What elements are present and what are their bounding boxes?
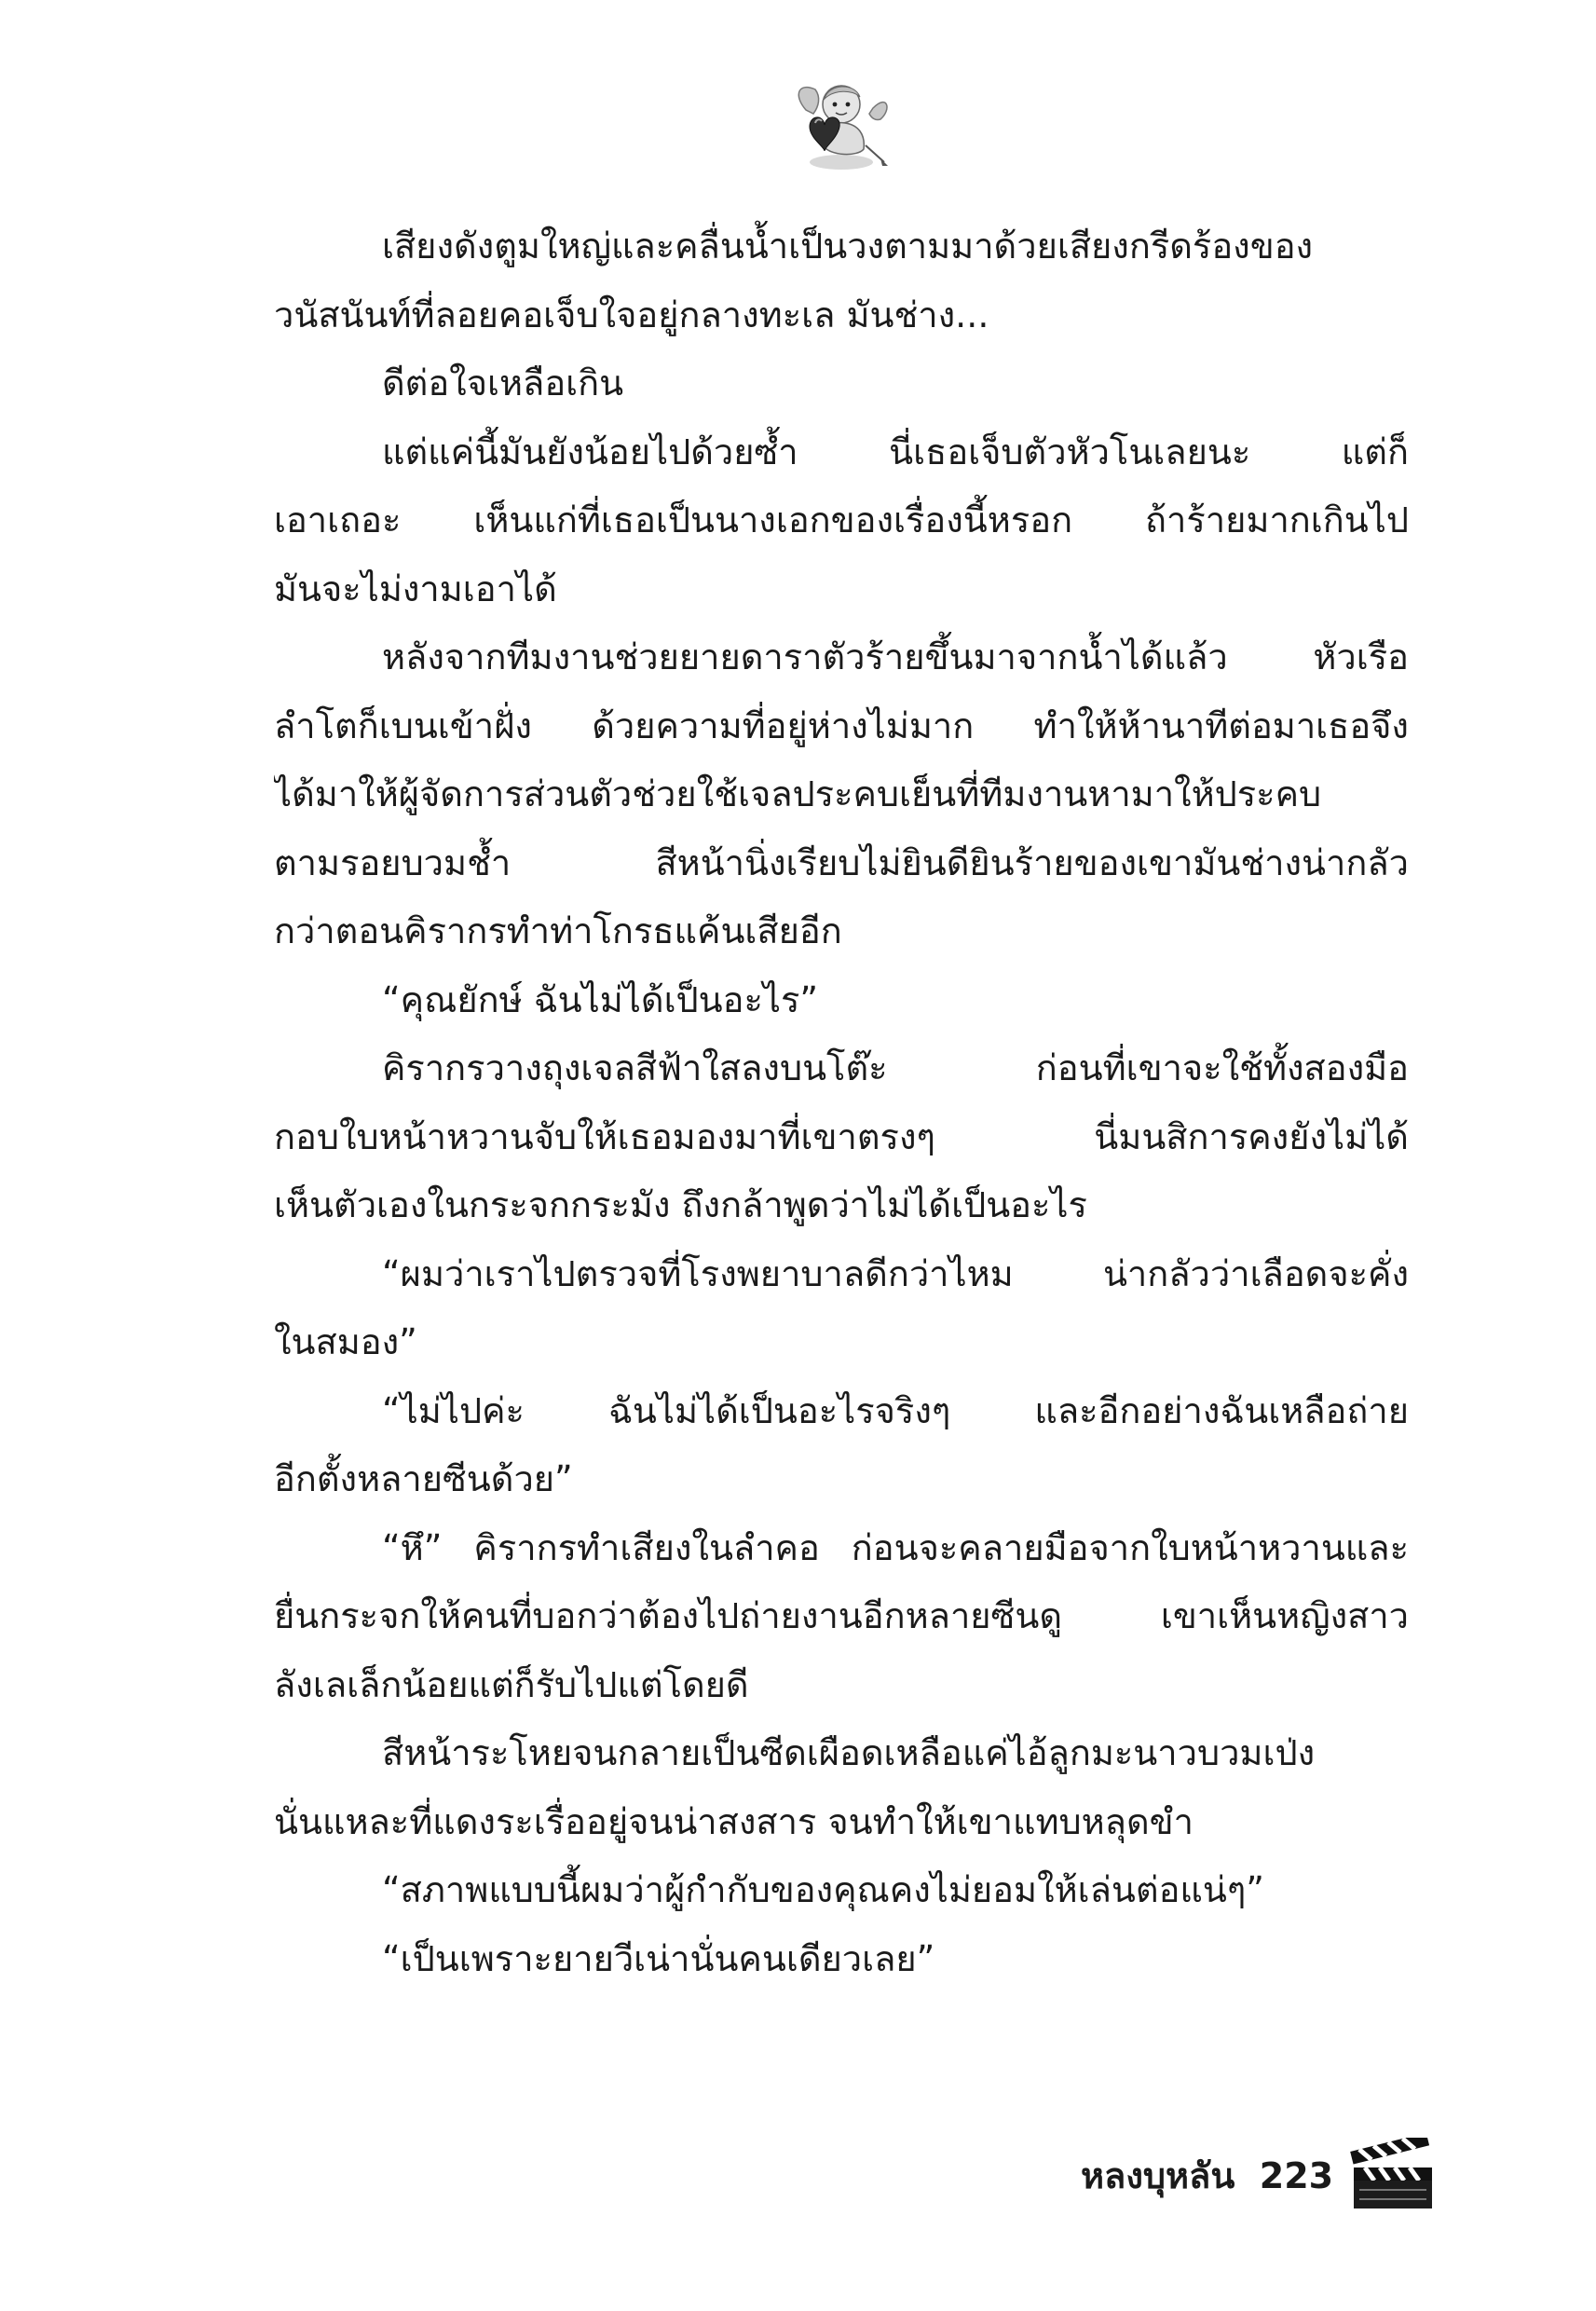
text-line: สีหน้าระโหยจนกลายเป็นซีดเผือดเหลือแค่ไอ้ลูกมะนาวบวมเป่ง (382, 1732, 1316, 1773)
text-line: ดีต่อใจเหลือเกิน (382, 362, 624, 403)
text-line: “ผมว่าเราไปตรวจที่โรงพยาบาลดีกว่าไหม น่ากลัวว่าเลือดจะคั่ง (382, 1252, 1409, 1294)
text-line: มันจะไม่งามเอาได้ (274, 567, 557, 609)
text-line: ในสมอง” (274, 1321, 417, 1362)
text-line: “เป็นเพราะยายวีเน่านั่นคนเดียวเลย” (382, 1937, 935, 1979)
text-line: เสียงดังตูมใหญ่และคลื่นน้ำเป็นวงตามมาด้วยเสียงกรีดร้องของ (382, 226, 1314, 267)
text-line: ลังเลเล็กน้อยแต่ก็รับไปแต่โดยดี (274, 1663, 749, 1705)
text-line: วนัสนันท์ที่ลอยคอเจ็บใจอยู่กลางทะเล มันช่าง... (274, 294, 989, 335)
text-line: หลังจากทีมงานช่วยยายดาราตัวร้ายขึ้นมาจากน้ำได้แล้ว หัวเรือ (382, 636, 1409, 677)
text-line: นั่นแหละที่แดงระเรื่ออยู่จนน่าสงสาร จนทำให้เขาแทบหลุดขำ (274, 1800, 1194, 1842)
text-line: แต่แค่นี้มันยังน้อยไปด้วยซ้ำ นี่เธอเจ็บตัวหัวโนเลยนะ แต่ก็ (382, 431, 1409, 472)
text-line: “หึ” คิรากรทำเสียงในลำคอ ก่อนจะคลายมือจากใบหน้าหวานและ (382, 1526, 1409, 1568)
body-text (274, 212, 1409, 1993)
text-line: “สภาพแบบนี้ผมว่าผู้กำกับของคุณคงไม่ยอมให้เล่นต่อแน่ๆ” (382, 1869, 1264, 1910)
film-clapperboard-icon (1346, 2138, 1439, 2212)
text-line: กอบใบหน้าหวานจับให้เธอมองมาที่เขาตรงๆ นี่มนสิการคงยังไม่ได้ (274, 1115, 1409, 1157)
text-line: เอาเถอะ เห็นแก่ที่เธอเป็นนางเอกของเรื่องนี้หรอก ถ้าร้ายมากเกินไป (274, 499, 1409, 540)
text-line: “ไม่ไปค่ะ ฉันไม่ได้เป็นอะไรจริงๆ และอีกอย่างฉันเหลือถ่าย (382, 1389, 1409, 1431)
cupid-heart-icon (787, 73, 899, 185)
text-line: ได้มาให้ผู้จัดการส่วนตัวช่วยใช้เจลประคบเย็นที่ทีมงานหามาให้ประคบ (274, 773, 1322, 814)
text-line: กว่าตอนคิรากรทำท่าโกรธแค้นเสียอีก (274, 910, 842, 951)
page-footer (1081, 2134, 1453, 2208)
text-line: ยื่นกระจกให้คนที่บอกว่าต้องไปถ่ายงานอีกหลายซีนดู เขาเห็นหญิงสาว (274, 1595, 1409, 1636)
page-number: 223 (1259, 2155, 1334, 2196)
text-line: เห็นตัวเองในกระจกกระมัง ถึงกล้าพูดว่าไม่ได้เป็นอะไร (274, 1184, 1087, 1225)
text-line: ลำโตก็เบนเข้าฝั่ง ด้วยความที่อยู่ห่างไม่มาก ทำให้ห้านาทีต่อมาเธอจึง (274, 704, 1409, 746)
text-line: คิรากรวางถุงเจลสีฟ้าใสลงบนโต๊ะ ก่อนที่เขาจะใช้ทั้งสองมือ (382, 1047, 1409, 1088)
text-line: “คุณยักษ์ ฉันไม่ได้เป็นอะไร” (382, 978, 819, 1020)
text-line: ตามรอยบวมช้ำ สีหน้านิ่งเรียบไม่ยินดียินร้ายของเขามันช่างน่ากลัว (274, 841, 1409, 883)
text-line: อีกตั้งหลายซีนด้วย” (274, 1458, 573, 1499)
book-title: หลงบุหลัน (1081, 2155, 1235, 2196)
